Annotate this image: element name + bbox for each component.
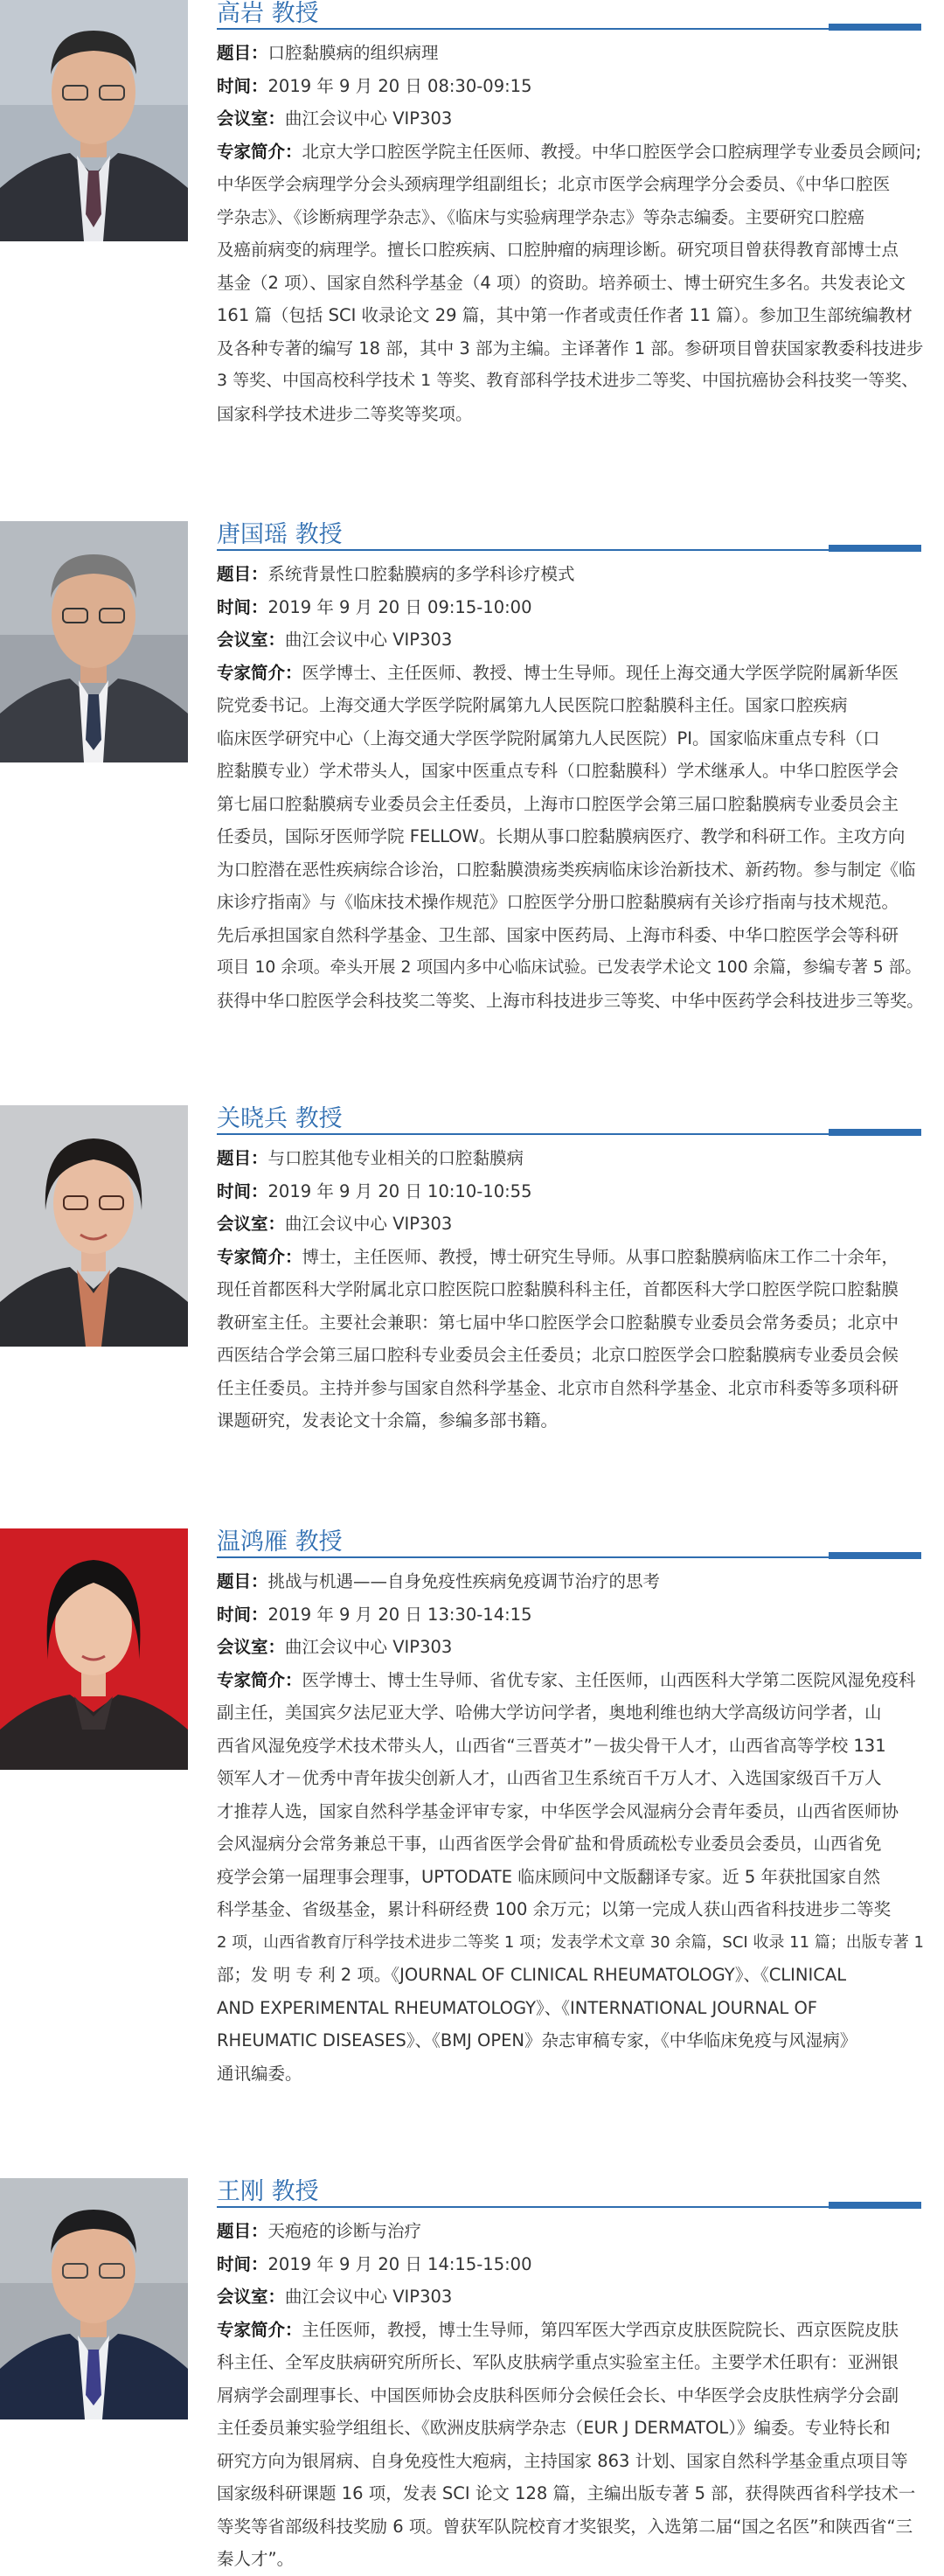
time-label: 时间： (217, 2253, 268, 2274)
speaker-name: 高岩 教授 (217, 0, 319, 27)
bio-label: 专家简介： (217, 141, 302, 162)
bio-line: 西省风湿免疫学术技术带头人，山西省“三晋英才”－拔尖骨干人才，山西省高等学校 131 (217, 1735, 886, 1756)
portrait-image (0, 1105, 188, 1347)
speaker-info (217, 37, 925, 430)
room-value: 曲江会议中心 VIP303 (285, 1637, 453, 1657)
bio-line: AND EXPERIMENTAL RHEUMATOLOGY》、《INTERNATIONAL JOURNAL OF (217, 1997, 818, 2018)
bio-line: 主任委员兼实验学组组长、《欧洲皮肤病学杂志（EUR J DERMATOL）》编委。专业特长和 (217, 2418, 891, 2438)
bio-line: 专家简介：主任医师，教授，博士生导师，第四军医大学西京皮肤医院院长、西京医院皮肤 (217, 2319, 899, 2340)
room-row (217, 102, 925, 136)
bio-line: RHEUMATIC DISEASES》、《BMJ OPEN》杂志审稿专家，《中华临床免疫与风湿病》 (217, 2030, 857, 2050)
bio-line: 国家科学技术进步二等奖等奖项。 (217, 403, 473, 424)
bio-line: 科主任、全军皮肤病研究所所长、军队皮肤病学重点实验室主任。主要学术任职有：亚洲银 (217, 2352, 899, 2372)
bio-line: 秦人才”。 (217, 2549, 295, 2569)
time-row (217, 591, 925, 624)
speaker-name: 温鸿雁 教授 (217, 1528, 343, 1556)
bio-line: 及癌前病变的病理学。擅长口腔疾病、口腔肿瘤的病理诊断。研究项目曾获得教育部博士点 (217, 240, 899, 260)
title-rule-accent (829, 24, 921, 31)
title-rule (217, 1133, 921, 1135)
room-row (217, 1208, 925, 1241)
speaker-name: 唐国瑶 教授 (217, 521, 343, 548)
topic-label: 题目： (217, 2221, 268, 2241)
topic-value: 挑战与机遇——自身免疫性疾病免疫调节治疗的思考 (267, 1571, 661, 1591)
title-rule (217, 549, 921, 551)
room-row (217, 623, 925, 657)
time-value: 2019 年 9 月 20 日 10:10-10:55 (267, 1180, 532, 1201)
room-row (217, 1631, 925, 1664)
title-rule (217, 28, 921, 30)
time-label: 时间： (217, 596, 268, 617)
bio-line: 专家简介：医学博士、主任医师、教授、博士生导师。现任上海交通大学医学院附属新华医 (217, 662, 899, 683)
bio-line: 学杂志》、《诊断病理学杂志》、《临床与实验病理学杂志》等杂志编委。主要研究口腔癌 (217, 206, 865, 227)
bio-label: 专家简介： (217, 662, 302, 683)
bio-line: 3 等奖、中国高校科学技术 1 等奖、教育部科学技术进步二等奖、中国抗癌协会科技奖一等奖、 (217, 371, 919, 390)
topic-label: 题目： (217, 43, 268, 63)
bio-label: 专家简介： (217, 1669, 302, 1690)
bio-line: 2 项，山西省教育厅科学技术进步二等奖 1 项；发表学术文章 30 余篇，SCI 收录 11 篇；出版专著 1 (217, 1932, 924, 1952)
time-row (217, 1598, 925, 1632)
bio-line: 才推荐人选，国家自然科学基金评审专家，中华医学会风湿病分会青年委员，山西省医师协 (217, 1800, 899, 1821)
time-label: 时间： (217, 1180, 268, 1201)
time-value: 2019 年 9 月 20 日 08:30-09:15 (267, 75, 532, 96)
bio-line: 获得中华口腔医学会科技奖二等奖、上海市科技进步三等奖、中华中医药学会科技进步三等奖。 (217, 990, 924, 1011)
speaker-info (217, 2215, 925, 2576)
bio-line: 科学基金、省级基金，累计科研经费 100 余万元；以第一完成人获山西省科技进步二等奖 (217, 1899, 892, 1919)
bio-line: 通讯编委。 (217, 2063, 302, 2084)
bio-line: 及各种专著的编写 18 部，其中 3 部为主编。主译著作 1 部。参研项目曾获国家教委科技进步 (217, 338, 924, 359)
bio-line: 屑病学会副理事长、中国医师协会皮肤科医师分会候任会长、中华医学会皮肤性病学分会副 (217, 2385, 899, 2405)
bio-line: 任委员，国际牙医师学院 FELLOW。长期从事口腔黏膜病医疗、教学和科研工作。主攻方向 (217, 826, 906, 846)
bio (217, 136, 925, 431)
bio-line: 先后承担国家自然科学基金、卫生部、国家中医药局、上海市科委、中华口腔医学会等科研 (217, 924, 899, 945)
bio-line: 课题研究，发表论文十余篇，参编多部书籍。 (217, 1410, 559, 1431)
bio-line: 现任首都医科大学附属北京口腔医院口腔黏膜科科主任，首都医科大学口腔医学院口腔黏膜 (217, 1279, 899, 1299)
room-label: 会议室： (217, 630, 286, 650)
title-rule (217, 2206, 921, 2208)
bio (217, 1241, 925, 1438)
bio-line: 临床医学研究中心（上海交通大学医学院附属第九人民医院）PI。国家临床重点专科（口 (217, 728, 880, 748)
speaker-photo (0, 1105, 188, 1347)
title-rule-accent (829, 545, 921, 552)
title-rule-accent (829, 1552, 921, 1559)
bio (217, 2314, 925, 2576)
bio-line: 领军人才－优秀中青年拔尖创新人才，山西省卫生系统百千万人才、入选国家级百千万人 (217, 1768, 882, 1788)
topic-row (217, 1142, 925, 1175)
room-value: 曲江会议中心 VIP303 (285, 108, 453, 129)
title-rule-accent (829, 2202, 921, 2209)
bio-line: 腔黏膜专业）学术带头人，国家中医重点专科（口腔黏膜科）学术继承人。中华口腔医学会 (217, 761, 899, 781)
speaker-photo (0, 521, 188, 762)
bio-line: 第七届口腔黏膜病专业委员会主任委员，上海市口腔医学会第三届口腔黏膜病专业委员会主 (217, 793, 899, 814)
topic-row (217, 37, 925, 70)
speaker-info (217, 1142, 925, 1438)
bio-label: 专家简介： (217, 1246, 302, 1267)
bio-line: 研究方向为银屑病、自身免疫性大疱病，主持国家 863 计划、国家自然科学基金重点项目等 (217, 2450, 908, 2471)
topic-value: 与口腔其他专业相关的口腔黏膜病 (267, 1148, 524, 1168)
portrait-image (0, 521, 188, 762)
bio-line: 项目 10 余项。牵头开展 2 项国内多中心临床试验。已发表学术论文 100 余篇，参编专著 5 部。 (217, 958, 922, 977)
topic-label: 题目： (217, 1148, 268, 1168)
speaker-photo (0, 2178, 188, 2419)
time-label: 时间： (217, 1604, 268, 1625)
bio-line: 教研室主任。主要社会兼职：第七届中华口腔医学会口腔黏膜专业委员会常务委员；北京中 (217, 1312, 899, 1333)
speaker-info (217, 1565, 925, 2090)
portrait-image (0, 0, 188, 241)
speaker-photo (0, 0, 188, 241)
bio-line: 院党委书记。上海交通大学医学院附属第九人民医院口腔黏膜科主任。国家口腔疾病 (217, 695, 848, 715)
bio-line: 会风湿病分会常务兼总干事，山西省医学会骨矿盐和骨质疏松专业委员会委员，山西省免 (217, 1834, 882, 1854)
time-value: 2019 年 9 月 20 日 13:30-14:15 (267, 1604, 532, 1625)
room-row (217, 2280, 925, 2314)
speaker-info (217, 558, 925, 1017)
time-value: 2019 年 9 月 20 日 09:15-10:00 (267, 596, 532, 617)
room-label: 会议室： (217, 1637, 286, 1657)
bio-line: 专家简介：博士，主任医师、教授，博士研究生导师。从事口腔黏膜病临床工作二十余年， (217, 1246, 899, 1267)
topic-label: 题目： (217, 1571, 268, 1591)
portrait-image (0, 1528, 188, 1770)
topic-label: 题目： (217, 564, 268, 584)
room-label: 会议室： (217, 108, 286, 129)
topic-value: 天疱疮的诊断与治疗 (267, 2221, 422, 2241)
topic-value: 口腔黏膜病的组织病理 (267, 43, 439, 63)
bio-line: 国家级科研课题 16 项，发表 SCI 论文 128 篇，主编出版专著 5 部，获得陕西省科学技术一 (217, 2483, 916, 2503)
time-row (217, 70, 925, 103)
time-label: 时间： (217, 75, 268, 96)
bio (217, 657, 925, 1018)
bio-line: 副主任，美国宾夕法尼亚大学、哈佛大学访问学者，奥地利维也纳大学高级访问学者，山 (217, 1702, 882, 1723)
bio-line: 161 篇（包括 SCI 收录论文 29 篇，其中第一作者或责任作者 11 篇）。参加卫生部统编教材 (217, 305, 913, 325)
bio-line: 为口腔潜在恶性疾病综合诊治，口腔黏膜溃疡类疾病临床诊治新技术、新药物。参与制定《临 (217, 859, 916, 880)
bio (217, 1664, 925, 2091)
topic-value: 系统背景性口腔黏膜病的多学科诊疗模式 (267, 564, 575, 584)
title-rule (217, 1556, 921, 1558)
time-row (217, 2248, 925, 2281)
topic-row (217, 1565, 925, 1598)
bio-line: 部；发 明 专 利 2 项。《JOURNAL OF CLINICAL RHEUMATOLOGY》、《CLINICAL (217, 1965, 847, 1985)
bio-line: 任主任委员。主持并参与国家自然科学基金、北京市自然科学基金、北京市科委等多项科研 (217, 1377, 899, 1398)
topic-row (217, 558, 925, 591)
topic-row (217, 2215, 925, 2248)
room-value: 曲江会议中心 VIP303 (285, 2287, 453, 2307)
time-row (217, 1175, 925, 1208)
bio-line: 疫学会第一届理事会理事，UPTODATE 临床顾问中文版翻译专家。近 5 年获批国家自然 (217, 1866, 881, 1887)
speaker-photo (0, 1528, 188, 1770)
speaker-name: 王刚 教授 (217, 2178, 319, 2205)
bio-label: 专家简介： (217, 2319, 302, 2340)
bio-line: 等奖等省部级科技奖励 6 项。曾获军队院校育才奖银奖，入选第二届“国之名医”和陕西省“三 (217, 2516, 913, 2537)
bio-line: 西医结合学会第三届口腔科专业委员会主任委员；北京口腔医学会口腔黏膜病专业委员会候 (217, 1345, 899, 1365)
bio-line: 床诊疗指南》与《临床技术操作规范》口腔医学分册口腔黏膜病有关诊疗指南与技术规范。 (217, 892, 899, 912)
room-label: 会议室： (217, 2287, 286, 2307)
bio-line: 专家简介：医学博士、博士生导师、省优专家、主任医师，山西医科大学第二医院风湿免疫科 (217, 1669, 916, 1690)
room-value: 曲江会议中心 VIP303 (285, 630, 453, 650)
room-value: 曲江会议中心 VIP303 (285, 1214, 453, 1234)
title-rule-accent (829, 1129, 921, 1136)
portrait-image (0, 2178, 188, 2419)
bio-line: 专家简介：北京大学口腔医学院主任医师、教授。中华口腔医学会口腔病理学专业委员会顾问; (217, 141, 922, 162)
bio-line: 中华医学会病理学分会头颈病理学组副组长；北京市医学会病理学分会委员、《中华口腔医 (217, 174, 891, 194)
room-label: 会议室： (217, 1214, 286, 1234)
bio-line: 基金（2 项）、国家自然科学基金（4 项）的资助。培养硕士、博士研究生多名。共发表论文 (217, 272, 906, 293)
time-value: 2019 年 9 月 20 日 14:15-15:00 (267, 2253, 532, 2274)
speaker-name: 关晓兵 教授 (217, 1105, 343, 1132)
